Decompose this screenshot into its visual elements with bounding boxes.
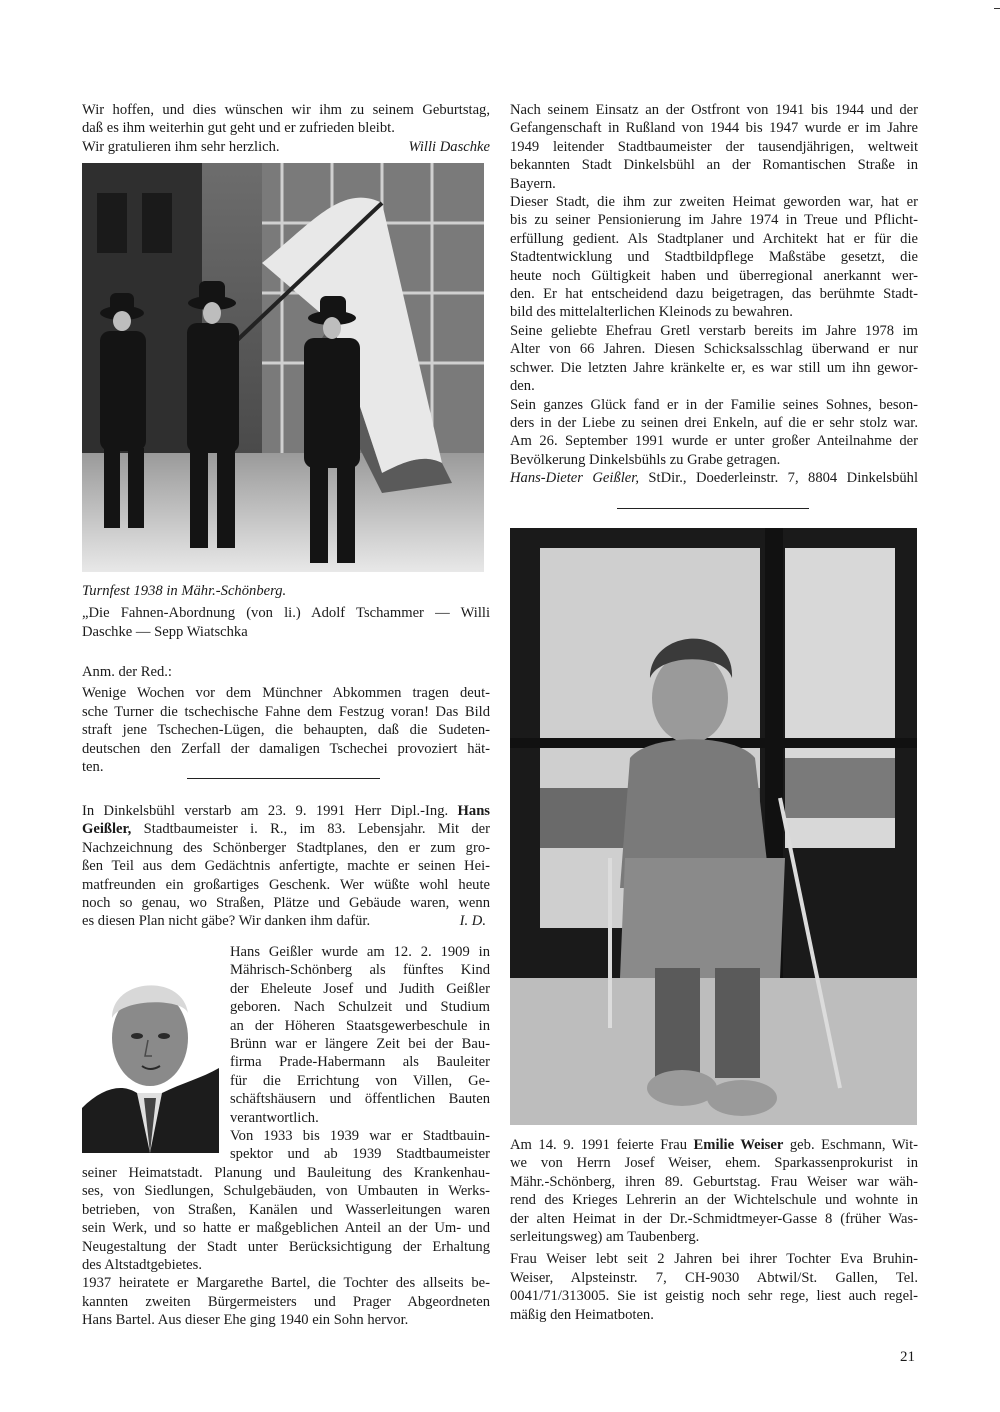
text-line: rend des Krieges Lehrerin an der Wichtelschule und wohnte in [510,1192,918,1209]
text-line: Neugestaltung der Stadt unter Berücksichtigung der Erhaltung [82,1238,490,1255]
text-line: an der Höheren Staatsgewerbeschule in [230,1017,490,1034]
text-line: daß es ihm weiterhin gut geht und er zufrieden bleibt. [82,120,395,137]
text-line: Nach seinem Einsatz an der Ostfront von 1941 bis 1944 und der [510,102,918,118]
right-top-text [510,101,918,488]
caption-line: Daschke — Sepp Wiatschka [82,623,248,640]
editor-note [82,663,490,776]
text-line: schäftshäusern und öffentlichen Bauten [230,1091,490,1108]
hans-geissler-portrait [82,958,219,1153]
text-line: für die Errichtung von Villen, Ge- [230,1072,490,1089]
text-line: Gefangenschaft in Rußland von 1944 bis 1947 wurde er im Jahre [510,120,918,137]
text-line: den. Er hat entscheidend dazu beigetragen, das berühmte Stadt- [510,286,918,303]
text-line: Wenige Wochen vor dem Münchner Abkommen tragen deut- [82,685,490,702]
text-line: seiner Heimatstadt. Planung und Bauleitung des Krankenhau- [82,1165,490,1181]
text-line: Seine geliebte Ehefrau Gretl verstarb bereits im Jahre 1978 im [510,322,918,339]
weiser-text [510,1136,918,1324]
text-line: sche Turner die tschechische Fahne dem Festzug voran! Das Bild [82,703,490,720]
text-line: Frau Weiser lebt seit 2 Jahren bei ihrer Tochter Eva Bruhin- [510,1251,918,1268]
text-line-with-signature [82,138,490,156]
text-segment: Stadtbaumeister i. R., im 83. Lebensjahr. Mit der [131,821,490,838]
text-line: 1949 leitender Stadtbaumeister der tausendjährigen, weltweit [510,138,918,155]
text-line: we von Herrn Josef Weiser, ehem. Sparkassenprokurist in [510,1155,918,1172]
photo-caption [82,582,490,641]
text-line: matfreunden ein großartiges Geschenk. Wer wüßte wohl heute [82,876,490,893]
initials: I. D. [459,913,486,930]
text-line: Mähr.-Schönberg, ihren 89. Geburtstag. Frau Weiser war wäh- [510,1173,918,1190]
bio-narrow-column [230,943,490,1164]
text-line: Hans Geißler wurde am 12. 2. 1909 in [230,944,490,960]
text-line: firma Prade-Habermann als Bauleiter [230,1054,490,1071]
name-bold: Emilie Weiser [693,1137,784,1153]
text-line: mäßig den Heimatboten. [510,1306,654,1323]
text-line: der alten Heimat in der Dr.-Schmidtmeyer-Gasse 8 (früher Was- [510,1210,918,1227]
text-line: Am 26. September 1991 wurde er unter großer Anteilnahme der [510,433,918,450]
flag-bearers-photo [82,163,484,572]
text-line: noch so genau, wo Straßen, Plätze und Gebäude waren, wenn [82,895,490,912]
text-segment: Am 14. 9. 1991 feierte Frau [510,1137,694,1153]
text-line: heute noch Gültigkeit haben und überregional anerkannt wer- [510,267,918,284]
author-signature-line [510,469,918,487]
editor-note-heading: Anm. der Red.: [82,664,172,680]
emilie-weiser-photo-image [510,528,917,1125]
text-line: Weiser, Alpsteinstr. 7, CH-9030 Abtwil/St. Gallen, Tel. [510,1269,918,1286]
text-line: erfüllung gedient. Als Stadtplaner und Architekt hat er für die [510,230,918,247]
text-line: spektor und ab 1939 Stadtbaumeister [230,1146,490,1163]
text-line: sein Werk, und so hatte er maßgeblichen Anteil an der Um- und [82,1220,490,1237]
section-divider [187,778,380,779]
text-line: Stadtentwicklung und Stadtbildpflege Maßstäbe gesetzt, die [510,249,918,266]
text-line: geboren. Nach Schulzeit und Studium [230,999,490,1016]
scan-edge-mark [994,8,1000,9]
text-line: Von 1933 bis 1939 war er Stadtbauin- [230,1128,490,1145]
text-line: ders in der Liebe zu seinen drei Enkeln, auf die er sehr stolz war. [510,414,918,431]
text-segment: In Dinkelsbühl verstarb am 23. 9. 1991 Herr Dipl.-Ing. [82,803,458,819]
text-line-with-initials [82,912,490,930]
text-line: Sein ganzes Glück fand er in der Familie seines Sohnes, beson- [510,396,918,413]
text-line: Wir hoffen, und dies wünschen wir ihm zu seinem Geburtstag, [82,102,490,118]
page-number: 21 [900,1349,915,1365]
text-line: deutschen den Zerfall der damaligen Tschechei provoziert hät- [82,740,490,757]
text-line: Nachzeichnung des Schönberger Stadtplanes, den er zum gro- [82,839,490,856]
text-line: ten. [82,759,104,776]
text-line [82,820,490,838]
text-line: verantwortlich. [230,1109,319,1126]
text-line: 0041/71/313005. Sie ist geistig noch sehr rege, liest auch regel- [510,1288,918,1305]
text-line: Dieser Stadt, die ihm zur zweiten Heimat geworden war, hat er [510,194,918,211]
emilie-weiser-photo [510,528,917,1125]
text-line: des Altstadtgebietes. [82,1257,202,1274]
text-line: straft jene Tschechen-Lügen, die behaupten, daß die Sudeten- [82,722,490,739]
text-line: Mährisch-Schönberg als fünftes Kind [230,962,490,979]
text-line: schwer. Die letzten Jahre kränkelte er, es war still um ihn gewor- [510,359,918,376]
text-line: der Eheleute Josef und Judith Geißler [230,980,490,997]
text-line [82,802,490,820]
text-line [510,1136,918,1154]
text-line: Bayern. [510,175,556,192]
text-line: 1937 heiratete er Margarethe Bartel, die Tochter des allseits be- [82,1275,490,1292]
text-line: bild des mittelalterlichen Kleinods zu bewahren. [510,304,793,321]
text-line: Alter von 66 Jahren. Diesen Schicksalsschlag überwand er nur [510,341,918,358]
text-line: betrieben, von Straßen, Kanälen und Wasserleitungen waren [82,1201,490,1218]
text-line: kannten zweiten Bürgermeisters und Prager Abgeordneten [82,1293,490,1310]
text-line: den. [510,378,535,395]
section-divider [617,508,809,509]
text-line: bekannten Stadt Dinkelsbühl an der Romantischen Straße in [510,157,918,174]
author-name: Hans-Dieter Geißler, [510,470,639,487]
left-top-text [82,101,490,156]
obituary-intro [82,802,490,931]
text-line: Brünn war er längere Zeit bei der Bau- [230,1036,490,1053]
caption-title: Turnfest 1938 in Mähr.-Schönberg. [82,583,287,599]
text-line: Hans Bartel. Aus dieser Ehe ging 1940 ein Sohn hervor. [82,1312,409,1329]
name-bold: Hans [457,803,490,819]
text-line: bis zu seiner Pensionierung im Jahre 1974 in Treue und Pflicht- [510,212,918,229]
caption-line: „Die Fahnen-Abordnung (von li.) Adolf Tschammer — Willi [82,605,490,622]
text-line: ses, von Siedlungen, Schulgebäuden, von Umbauten in Werks- [82,1183,490,1200]
hans-geissler-portrait-image [82,958,219,1153]
text-line: serleitungsweg) am Taubenberg. [510,1229,700,1246]
author-address: StDir., Doederleinstr. 7, 8804 Dinkelsbühl [639,470,918,487]
bio-wide-column [82,1164,490,1330]
closing-line: Wir gratulieren ihm sehr herzlich. [82,138,280,155]
flag-bearers-photo-image [82,163,484,572]
text-line: Bevölkerung Dinkelsbühls zu Grabe getragen. [510,451,781,468]
name-bold: Geißler, [82,821,132,838]
text-segment: geb. Eschmann, Wit- [783,1137,919,1153]
signature: Willi Daschke [408,138,490,155]
text-line: ßen Teil aus dem Gedächtnis anfertigte, machte er seinen Hei- [82,858,490,875]
text-segment: es diesen Plan nicht gäbe? Wir danken ihm dafür. [82,913,371,930]
